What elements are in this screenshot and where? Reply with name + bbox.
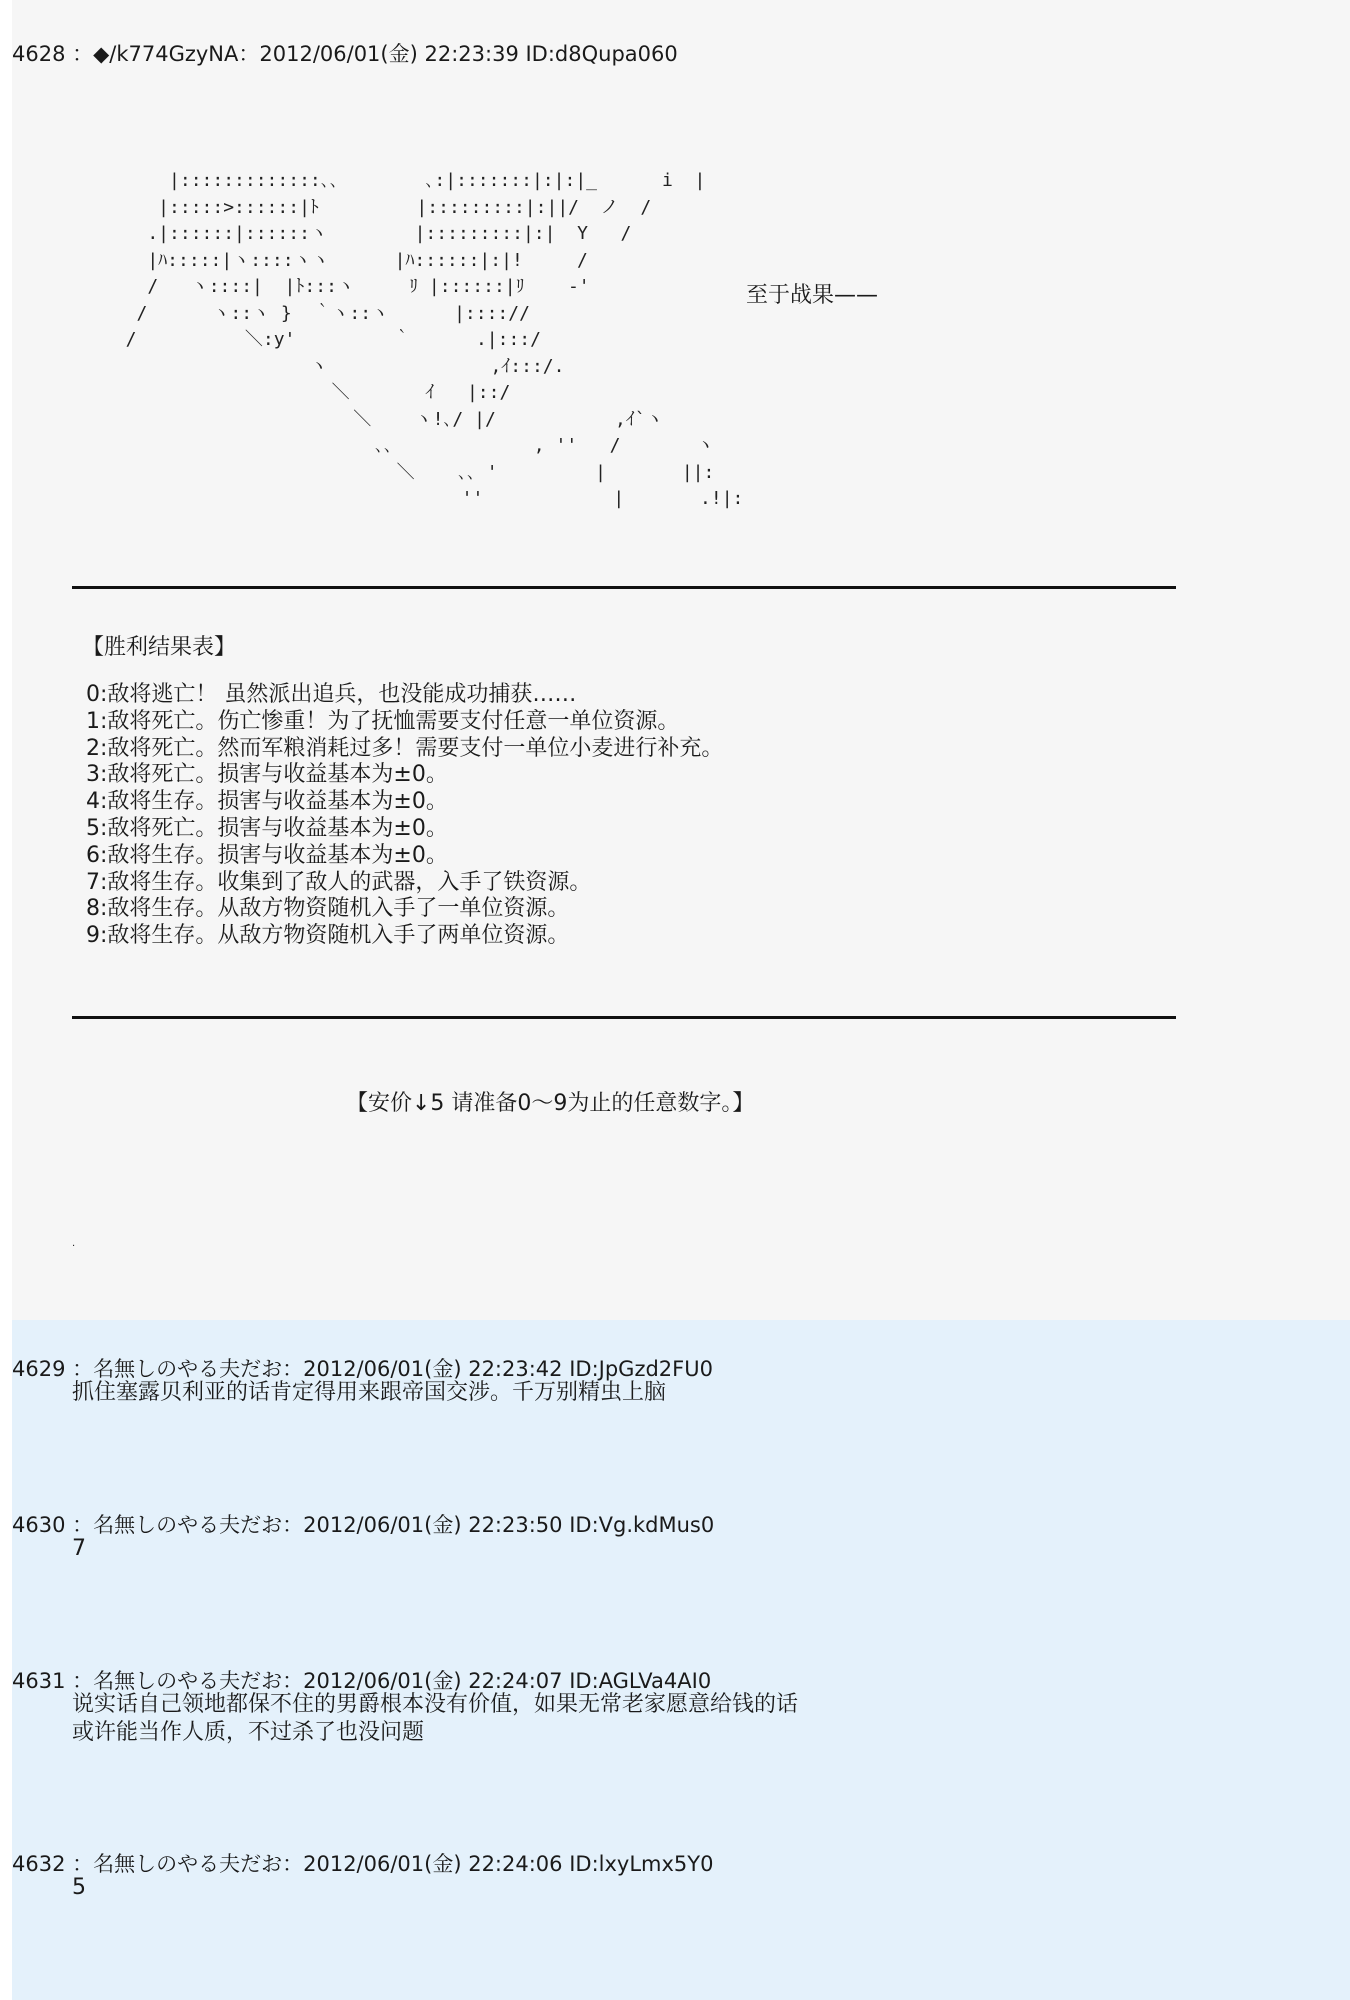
- result-item: 1:敌将死亡。伤亡惨重！为了抚恤需要支付任意一单位资源。: [86, 708, 680, 734]
- result-item: 9:敌将生存。从敌方物资随机入手了两单位资源。: [86, 923, 570, 949]
- reply-line: 或许能当作人质，不过杀了也没问题: [72, 1720, 425, 1745]
- reply-header: 4629 ：名無しのやる夫だお：2012/06/01(金) 22:23:42 ID:JpGzd2FU0: [12, 1357, 713, 1381]
- result-item: 8:敌将生存。从敌方物资随机入手了一单位资源。: [86, 896, 570, 922]
- reply-header: 4632 ：名無しのやる夫だお：2012/06/01(金) 22:24:06 ID:lxyLmx5Y0: [12, 1852, 714, 1876]
- results-table-title: 【胜利结果表】: [82, 635, 237, 660]
- result-item: 3:敌将死亡。损害与收益基本为±0。: [86, 762, 448, 788]
- stray-dot: .: [72, 1238, 76, 1249]
- result-item: 6:敌将生存。损害与收益基本为±0。: [86, 842, 448, 868]
- replies-panel: [12, 1320, 1350, 2000]
- reply-body: [72, 1379, 666, 1407]
- reply-line: 7: [72, 1536, 86, 1561]
- post-header: 4628 ：◆/k774GzyNA：2012/06/01(金) 22:23:39 ID:d8Qupa060: [12, 42, 678, 66]
- reply-line: 说实话自己领地都保不住的男爵根本没有价值，如果无常老家愿意给钱的话: [72, 1692, 799, 1717]
- reply-body: [72, 1874, 86, 1902]
- reply-header: 4630 ：名無しのやる夫だお：2012/06/01(金) 22:23:50 ID:Vg.kdMus0: [12, 1513, 715, 1537]
- reply-header: 4631 ：名無しのやる夫だお：2012/06/01(金) 22:24:07 ID:AGLVa4AI0: [12, 1669, 712, 1693]
- reply-body: [72, 1535, 86, 1563]
- ascii-art: |:::::::::::::､､ ､:|:::::::|:|:|_ i | |:::::>::::::|ﾄ |:::::::::|:||/ ノ / .|::::::|::::::ヽ |:::::::::|:| Y / |ﾊ:::::|ヽ::::ヽヽ |ﾊ::::::|:|! / / ヽ::::| |ﾄ:::ヽ ﾘ |::::::|ﾘ ‐' / ヽ::ヽ } ｀ヽ::ヽ |::::// / ＼:y' ｀ .|:::/ ヽ ,ｲ:::/. ＼ ｲ |::/ ＼ ヽ!､/ |/ ,ｲ`ヽ ､､ , '' / ヽ ＼ ､､ ' | ||: '' | .!|:: [125, 170, 744, 509]
- result-item: 4:敌将生存。损害与收益基本为±0。: [86, 789, 448, 815]
- divider: [72, 1016, 1176, 1019]
- result-item: 0:敌将逃亡！ 虽然派出追兵，也没能成功捕获……: [86, 682, 577, 707]
- result-item: 2:敌将死亡。然而军粮消耗过多！需要支付一单位小麦进行补充。: [86, 735, 724, 761]
- result-item: 5:敌将死亡。损害与收益基本为±0。: [86, 815, 448, 841]
- results-list: [86, 682, 723, 950]
- reply-body: [72, 1691, 798, 1747]
- reply-line: 5: [72, 1875, 86, 1900]
- reply-line: 抓住塞露贝利亚的话肯定得用来跟帝国交涉。千万别精虫上脑: [72, 1380, 667, 1405]
- ascii-art-caption: 至于战果——: [746, 283, 879, 308]
- divider: [72, 586, 1176, 589]
- anchor-instruction: 【安价↓5 请准备0～9为止的任意数字。】: [346, 1091, 755, 1116]
- result-item: 7:敌将生存。收集到了敌人的武器，入手了铁资源。: [86, 869, 592, 895]
